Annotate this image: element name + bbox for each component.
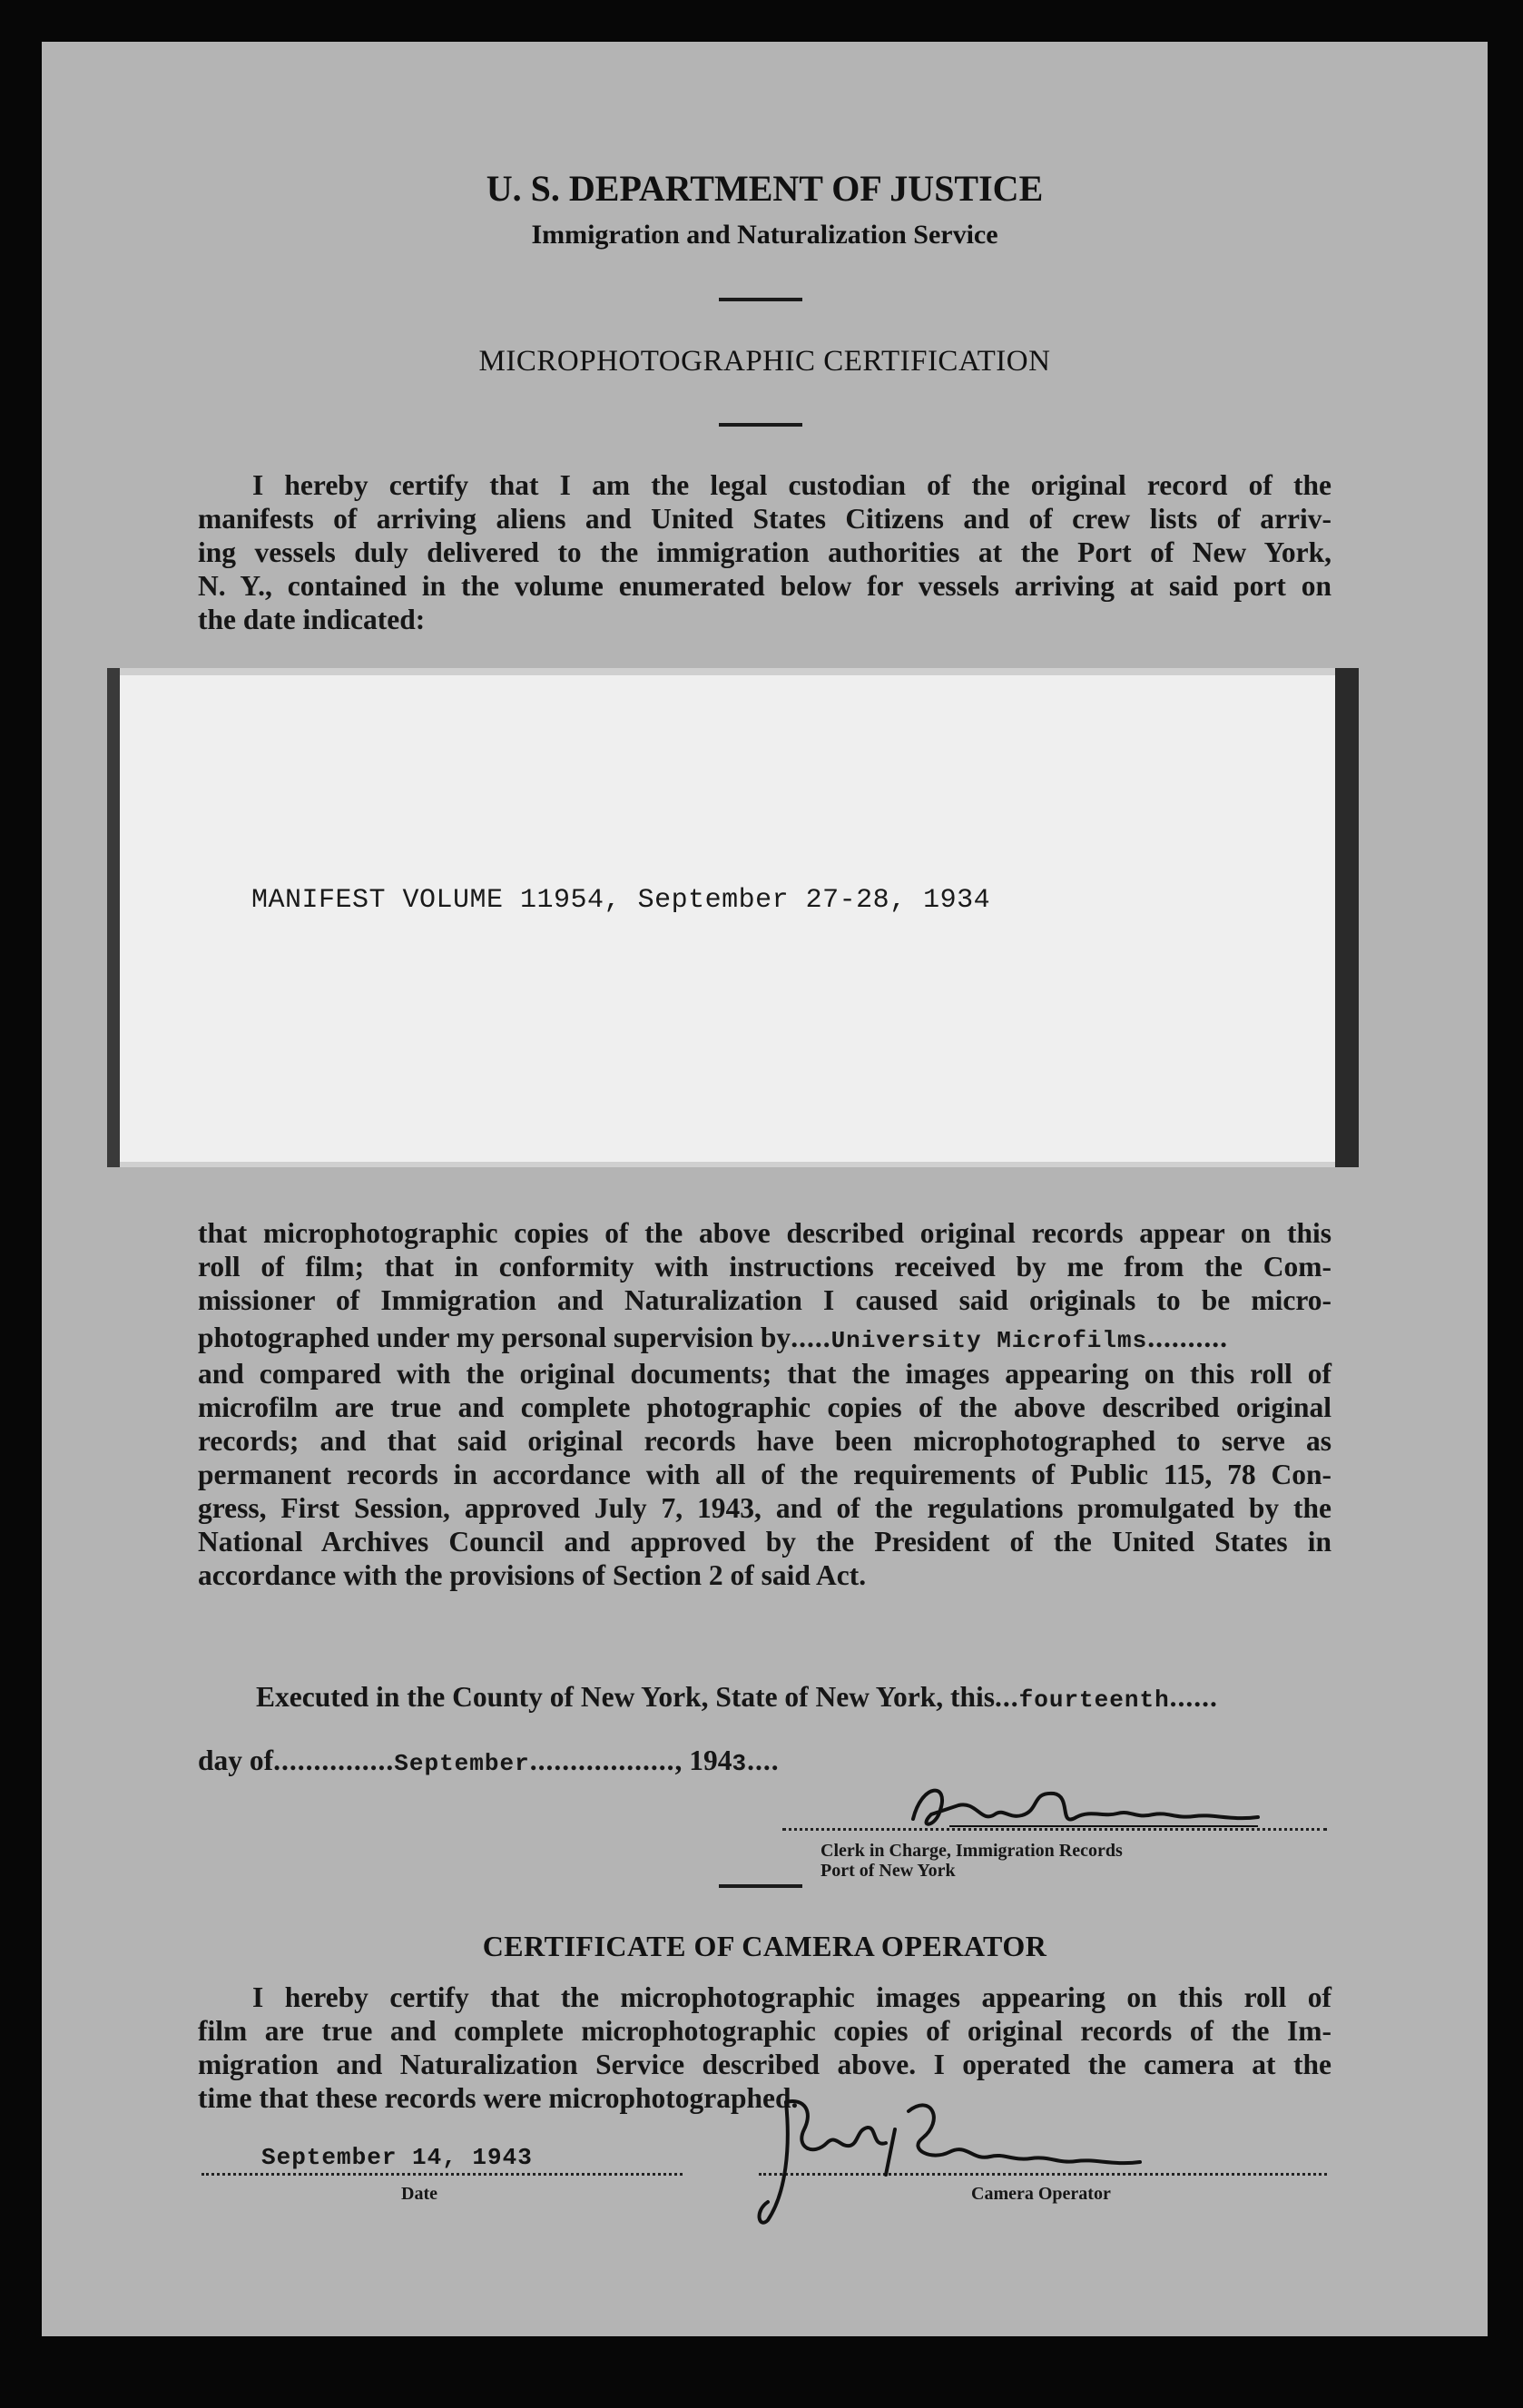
body-paragraph xyxy=(198,1216,1331,1317)
clerk-signature xyxy=(895,1774,1276,1837)
paragraph-line: and compared with the original documents; that the images appearing on this roll of xyxy=(198,1358,1331,1390)
date-line xyxy=(201,2173,683,2176)
execution-line: Executed in the County of New York, State of New York, this...fourteenth...... xyxy=(256,1681,1218,1714)
paragraph-line: that microphotographic copies of the above described original records appear on this xyxy=(198,1217,1331,1249)
camera-certificate-title: CERTIFICATE OF CAMERA OPERATOR xyxy=(482,1930,1047,1962)
paragraph-line: ing vessels duly delivered to the immigration authorities at the Port of New York, xyxy=(198,536,1331,568)
execution-prefix: Executed in the County of New York, State of New York, this xyxy=(256,1681,996,1713)
body-paragraph-continued xyxy=(198,1357,1331,1592)
clerk-title xyxy=(820,1841,1123,1881)
paragraph-line: I hereby certify that I am the legal custodian of the original record of the xyxy=(252,469,1331,501)
paragraph-line: missioner of Immigration and Naturalization I caused said originals to be micro- xyxy=(198,1284,1331,1316)
date-label: Date xyxy=(401,2184,437,2204)
day-of-line: day of...............September.................., 1943.... xyxy=(198,1745,780,1777)
year-prefix: , 194 xyxy=(674,1745,732,1776)
intro-paragraph xyxy=(198,468,1331,636)
service-subheading: Immigration and Naturalization Service xyxy=(531,220,998,250)
date-value: September 14, 1943 xyxy=(261,2144,533,2171)
paragraph-line: accordance with the provisions of Section 2 of said Act. xyxy=(198,1559,867,1591)
paragraph-line: migration and Naturalization Service described above. I operated the camera at the xyxy=(198,2049,1331,2080)
paragraph-line: the date indicated: xyxy=(198,604,426,635)
day-of-label: day of xyxy=(198,1745,274,1776)
operator-signature xyxy=(750,2075,1222,2238)
paragraph-line: permanent records in accordance with all of the requirements of Public 115, 78 Con- xyxy=(198,1459,1331,1490)
paragraph-line: records; and that said original records have been microphotographed to serve as xyxy=(198,1425,1331,1457)
paragraph-line: I hereby certify that the microphotographic images appearing on this roll of xyxy=(252,1981,1331,2013)
paragraph-line: manifests of arriving aliens and United States Citizens and of crew lists of arriv- xyxy=(198,503,1331,535)
volume-card xyxy=(107,668,1359,1167)
paragraph-line: gress, First Session, approved July 7, 1943, and of the regulations promulgated by the xyxy=(198,1492,1331,1524)
certificate-page xyxy=(42,42,1488,2336)
execution-month-value: September xyxy=(394,1750,530,1777)
manifest-volume-label: MANIFEST VOLUME 11954, September 27-28, 1934 xyxy=(251,885,991,916)
supervision-prefix: photographed under my personal supervision by xyxy=(198,1322,791,1353)
divider xyxy=(719,423,802,427)
divider xyxy=(719,1884,802,1888)
department-heading: U. S. DEPARTMENT OF JUSTICE xyxy=(486,168,1044,209)
paragraph-line: National Archives Council and approved by the President of the United States in xyxy=(198,1526,1331,1558)
execution-day-value: fourteenth xyxy=(1018,1686,1170,1714)
clerk-title-line: Port of New York xyxy=(820,1861,956,1881)
paragraph-line: microfilm are true and complete photographic copies of the above described original xyxy=(198,1391,1331,1423)
supervision-line: photographed under my personal supervision by.....University Microfilms.......... xyxy=(198,1322,1228,1354)
operator-label: Camera Operator xyxy=(971,2184,1111,2204)
supervision-by-value: University Microfilms xyxy=(830,1327,1148,1354)
paragraph-line: time that these records were microphotographed. xyxy=(198,2082,799,2114)
clerk-title-line: Clerk in Charge, Immigration Records xyxy=(820,1841,1123,1861)
paragraph-line: film are true and complete microphotographic copies of original records of the Im- xyxy=(198,2015,1331,2047)
certification-title: MICROPHOTOGRAPHIC CERTIFICATION xyxy=(478,345,1051,378)
divider xyxy=(719,298,802,301)
year-digit: 3 xyxy=(732,1750,748,1777)
paragraph-line: roll of film; that in conformity with instructions received by me from the Com- xyxy=(198,1251,1331,1283)
paragraph-line: N. Y., contained in the volume enumerated below for vessels arriving at said port on xyxy=(198,570,1331,602)
